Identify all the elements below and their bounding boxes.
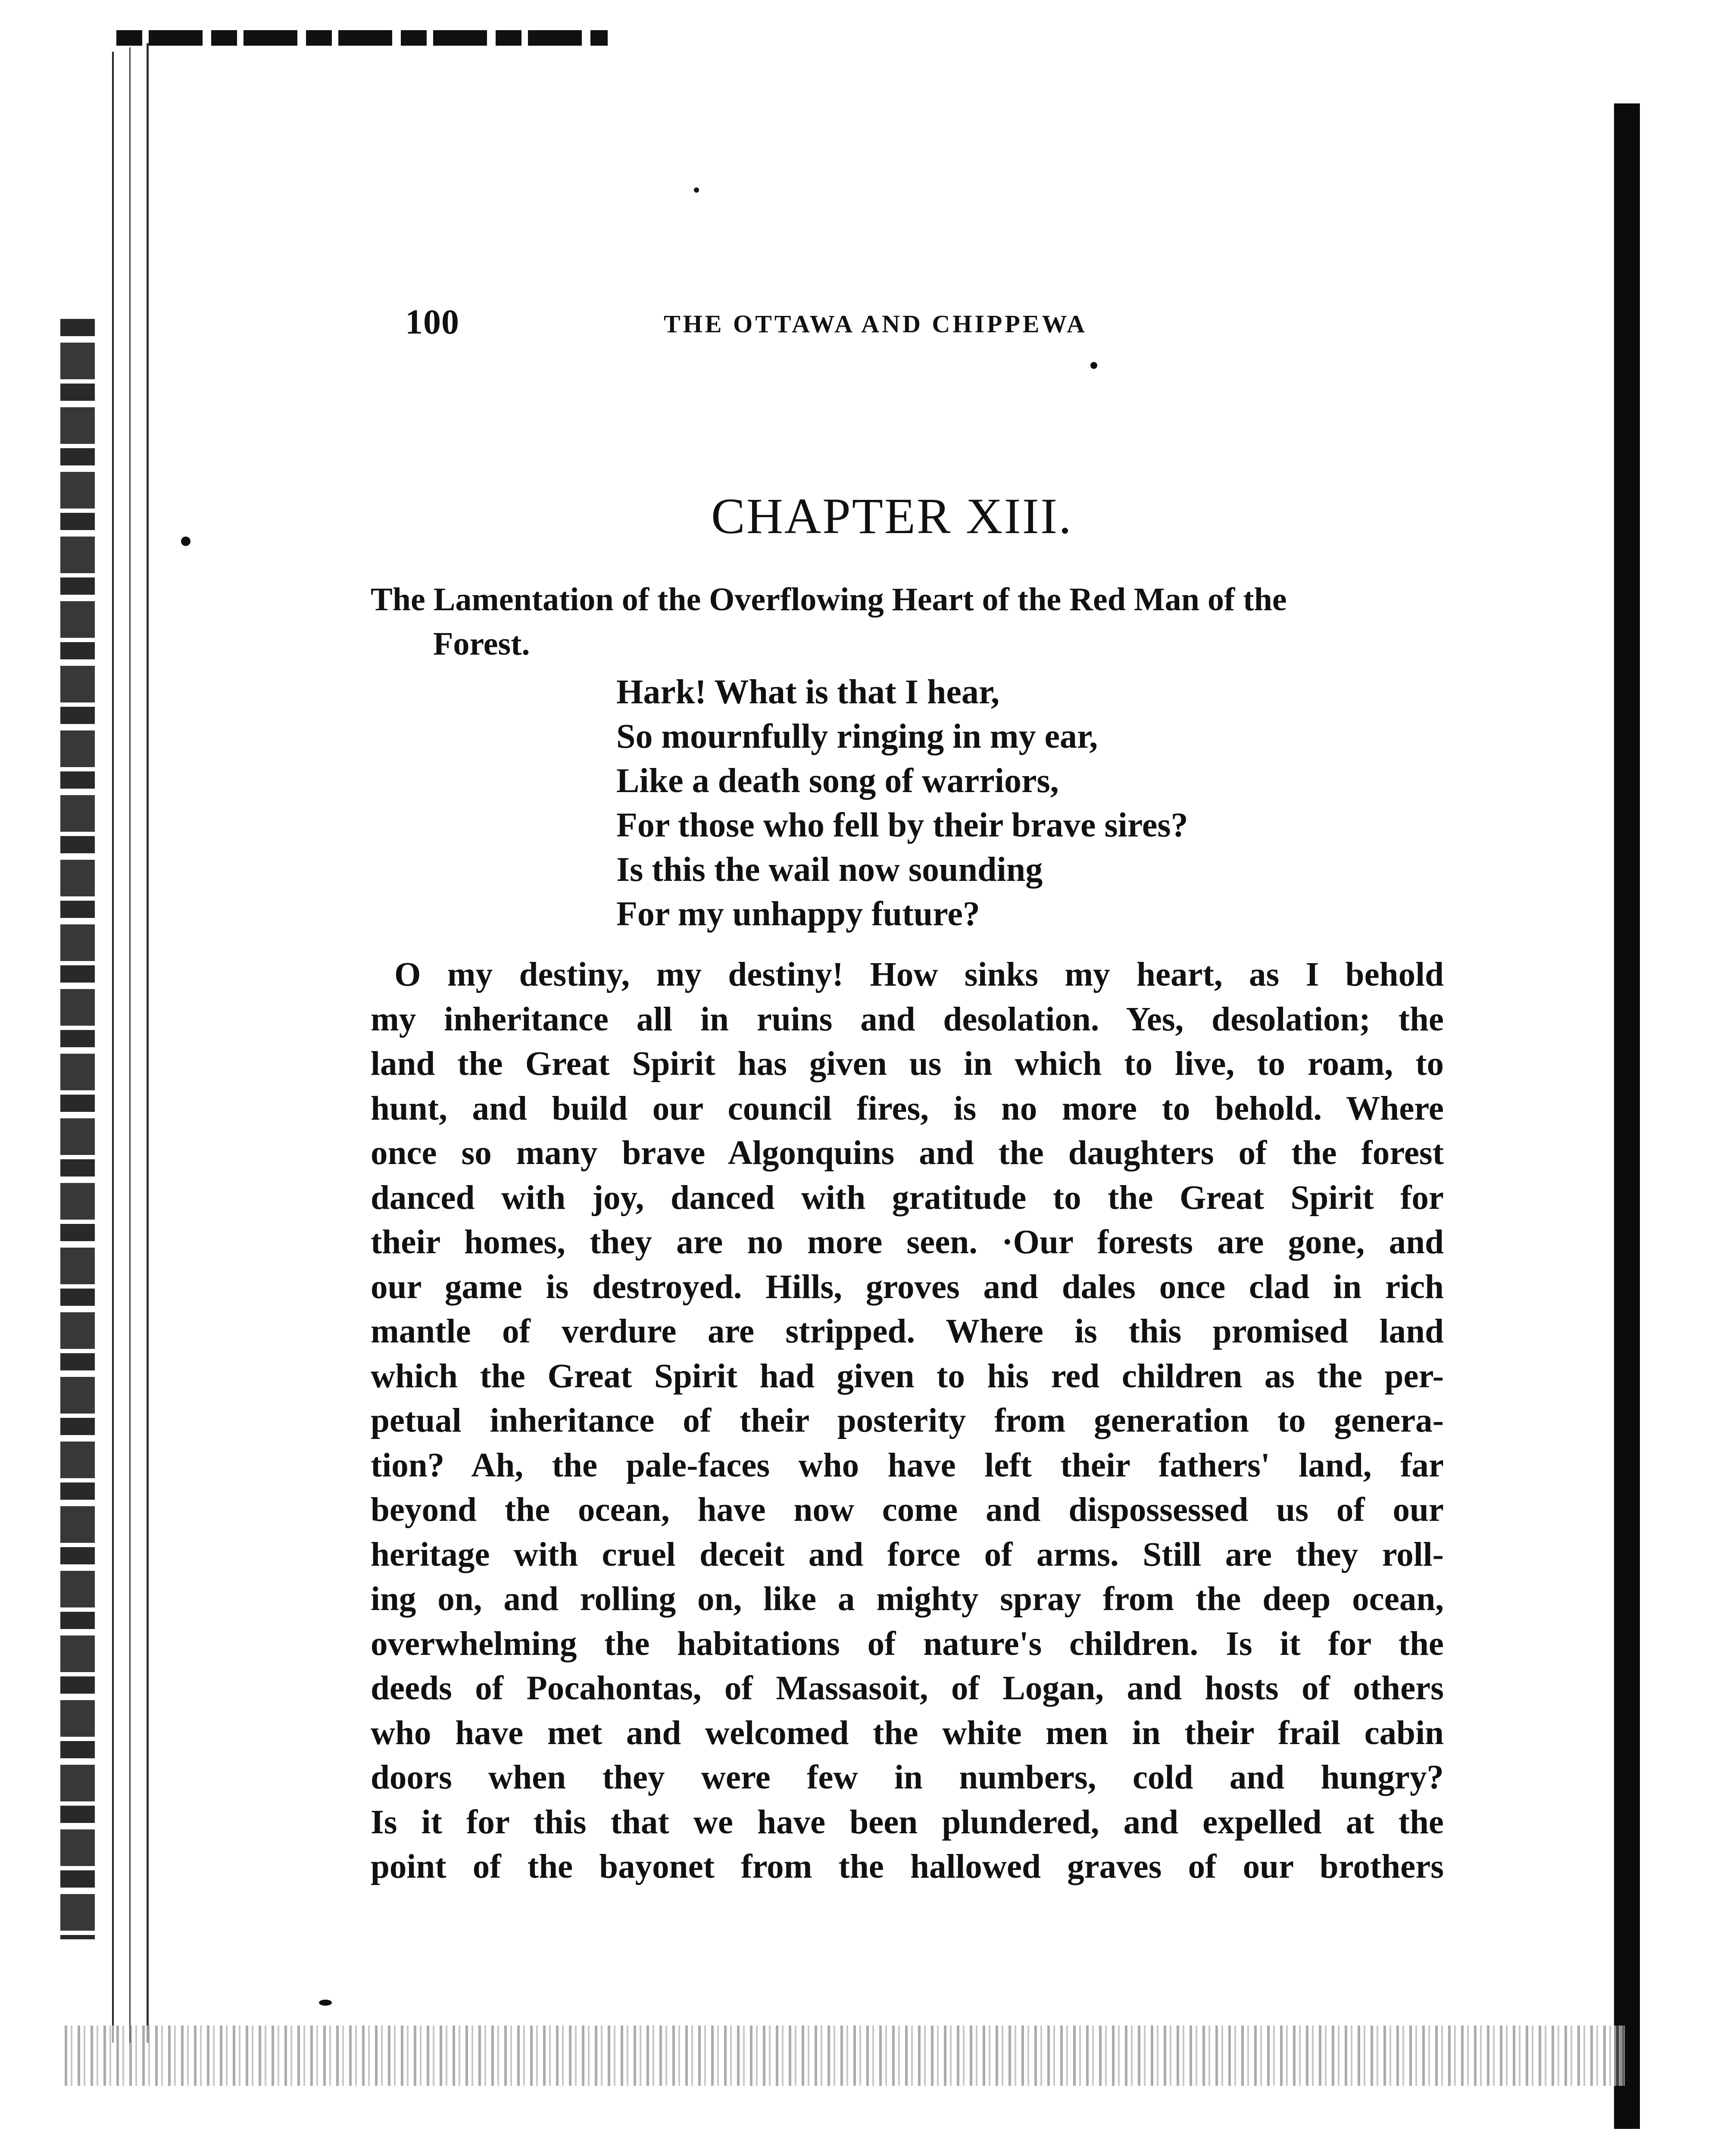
- body-line: hunt, and build our council fires, is no more to behold. Where: [371, 1089, 1444, 1127]
- body-line: land the Great Spirit has given us in which to live, to roam, to: [371, 1045, 1444, 1083]
- page-edge-line: [112, 52, 114, 2043]
- scan-edge-right: [1614, 103, 1640, 2129]
- body-line: who have met and welcomed the white men in their frail cabin: [371, 1714, 1444, 1752]
- scan-speck: [319, 2000, 332, 2006]
- poem-line: Is this the wail now sounding: [616, 851, 1043, 889]
- poem-line: For my unhappy future?: [616, 895, 980, 933]
- body-line: their homes, they are no more seen. ·Our forests are gone, and: [371, 1223, 1444, 1261]
- running-title: THE OTTAWA AND CHIPPEWA: [664, 310, 1087, 338]
- body-line: O my destiny, my destiny! How sinks my heart, as I behold: [394, 956, 1444, 993]
- running-head: [405, 302, 1439, 349]
- body-line: mantle of verdure are stripped. Where is this promised land: [371, 1313, 1444, 1350]
- poem-line: Hark! What is that I hear,: [616, 673, 999, 711]
- body-line: Is it for this that we have been plundered, and expelled at the: [371, 1803, 1444, 1841]
- scan-speck: [181, 537, 190, 546]
- body-line: danced with joy, danced with gratitude to the Great Spirit for: [371, 1179, 1444, 1217]
- body-line: heritage with cruel deceit and force of arms. Still are they roll-: [371, 1535, 1444, 1573]
- body-line: deeds of Pocahontas, of Massasoit, of Logan, and hosts of others: [371, 1670, 1444, 1707]
- chapter-subtitle: [371, 577, 1448, 666]
- poem: [616, 670, 1392, 936]
- scan-edge-bottom: [65, 2025, 1625, 2086]
- body-line: ing on, and rolling on, like a mighty spray from the deep ocean,: [371, 1580, 1444, 1618]
- body-line: our game is destroyed. Hills, groves and dales once clad in rich: [371, 1268, 1444, 1306]
- body-line: my inheritance all in ruins and desolation. Yes, desolation; the: [371, 1000, 1444, 1038]
- body-line: overwhelming the habitations of nature's children. Is it for the: [371, 1625, 1444, 1663]
- page-edge-line: [129, 47, 131, 2043]
- page-edge-line: [147, 43, 149, 2043]
- body-line: which the Great Spirit had given to his red children as the per-: [371, 1357, 1444, 1395]
- poem-line: So mournfully ringing in my ear,: [616, 718, 1098, 755]
- page-number: 100: [405, 302, 459, 341]
- scan-speck: [1090, 362, 1097, 369]
- poem-line: Like a death song of warriors,: [616, 762, 1059, 800]
- chapter-subtitle-line: The Lamentation of the Overflowing Heart of the Red Man of the: [371, 581, 1287, 618]
- body-line: point of the bayonet from the hallowed graves of our brothers: [371, 1848, 1444, 1885]
- scan-edge-left: [60, 319, 95, 1939]
- scan-edge-top: [116, 30, 608, 46]
- body-line: doors when they were few in numbers, cold and hungry?: [371, 1759, 1444, 1796]
- poem-line: For those who fell by their brave sires?: [616, 806, 1188, 844]
- body-line: beyond the ocean, have now come and dispossessed us of our: [371, 1491, 1444, 1529]
- body-paragraph: [371, 952, 1444, 1889]
- chapter-title: CHAPTER XIII.: [711, 488, 1073, 544]
- chapter-subtitle-line: Forest.: [433, 626, 530, 662]
- body-line: tion? Ah, the pale-faces who have left their fathers' land, far: [371, 1446, 1444, 1484]
- body-line: petual inheritance of their posterity from generation to genera-: [371, 1402, 1444, 1439]
- body-line: once so many brave Algonquins and the daughters of the forest: [371, 1134, 1444, 1172]
- scan-speck: [694, 187, 699, 193]
